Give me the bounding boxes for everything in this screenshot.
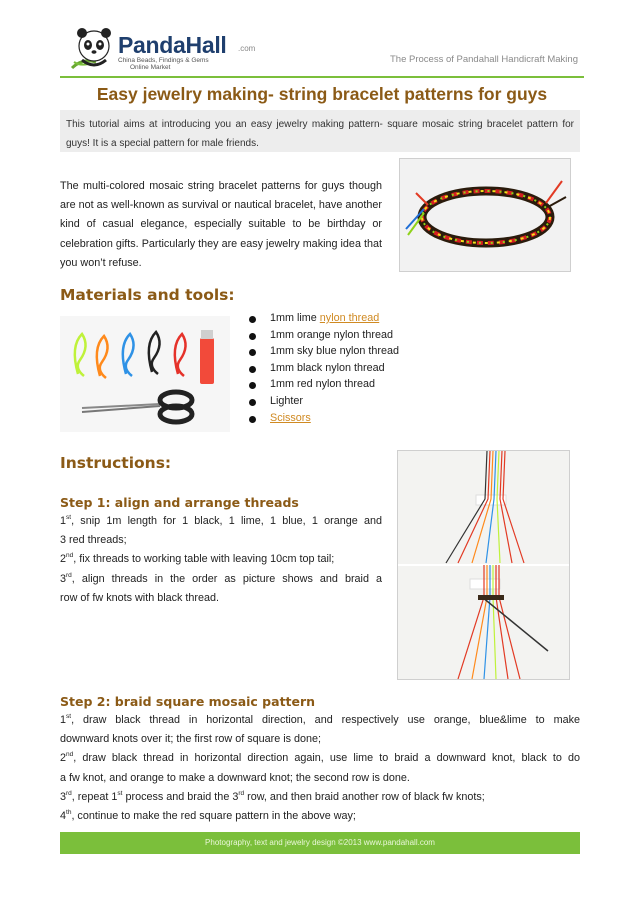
bullet-icon [249, 316, 256, 323]
material-label: 1mm red nylon thread [270, 378, 376, 391]
step1-text [60, 512, 382, 608]
step2-line: 1st, draw black thread in horizontal direction, and respectively use orange, blue&lime to make [60, 713, 580, 726]
material-label: 1mm orange nylon thread [270, 328, 394, 341]
step1-photo [397, 450, 570, 680]
step2-line: a fw knot, and orange to make a downward knot; the second row is done. [60, 771, 410, 784]
intro-text: This tutorial aims at introducing you an easy jewelry making pattern- square mosaic string bracelet pattern for guys! It is a special pattern for male friends. [66, 119, 574, 149]
bullet-icon [249, 349, 256, 356]
bullet-icon [249, 382, 256, 389]
step1-line: 1st, snip 1m length for 1 black, 1 lime, 1 blue, 1 orange and [60, 514, 382, 527]
step1-line: 3rd, align threads in the order as picture shows and braid a [60, 571, 382, 585]
brand-tagline-secondary: Online Market [130, 64, 171, 71]
scissors-link[interactable]: Scissors [270, 411, 311, 424]
header-tagline: The Process of Pandahall Handicraft Making [390, 54, 578, 65]
brand-name: PandaHall [118, 32, 227, 58]
step2-line: downward knots over it; the first row of square is done; [60, 733, 322, 746]
footer-text: Photography, text and jewelry design ©2013 www.pandahall.com [205, 838, 435, 847]
materials-heading: Materials and tools: [60, 286, 235, 304]
bullet-icon [249, 333, 256, 340]
bracelet-photo [399, 158, 571, 272]
brand-tagline: China Beads, Findings & Gems [118, 57, 209, 64]
instructions-heading: Instructions: [60, 454, 172, 472]
nylon-thread-link[interactable]: nylon thread [319, 312, 380, 324]
header-divider [60, 76, 584, 78]
step2-text [60, 711, 580, 826]
step1-title: Step 1: align and arrange threads [60, 495, 299, 510]
page-title: Easy jewelry making- string bracelet patterns for guys [96, 84, 548, 104]
step2-title: Step 2: braid square mosaic pattern [60, 694, 316, 709]
step1-line: row of fw knots with black thread. [60, 591, 220, 604]
bullet-icon [249, 366, 256, 373]
step2-line: 4th, continue to make the red square pattern in the above way; [60, 809, 356, 823]
bullet-icon [249, 399, 256, 406]
material-label: 1mm lime [270, 312, 320, 324]
step1-line: 3 red threads; [60, 534, 127, 547]
brand-suffix: .com [238, 44, 256, 53]
material-label: 1mm sky blue nylon thread [270, 345, 400, 358]
bullet-icon [249, 416, 256, 423]
description-paragraph: The multi-colored mosaic string bracelet patterns for guys though are not as well-known as survival or nautical bracelet, have another kind of casual elegance, especially suitable to be birthday or celebration gifts. Particularly they are easy jewelry making idea that you won’t refuse. [60, 180, 382, 269]
materials-photo [60, 316, 230, 432]
material-label: 1mm black nylon thread [270, 361, 385, 374]
step2-line: 3rd, repeat 1st process and braid the 3rd row, and then braid another row of black fw knots; [60, 789, 485, 803]
step1-line: 2nd, fix threads to working table with leaving 10cm top tail; [60, 552, 335, 566]
material-label: Lighter [270, 394, 304, 407]
step2-line: 2nd, draw black thread in horizontal direction again, use lime to braid a downward knot, black to do [60, 751, 580, 765]
